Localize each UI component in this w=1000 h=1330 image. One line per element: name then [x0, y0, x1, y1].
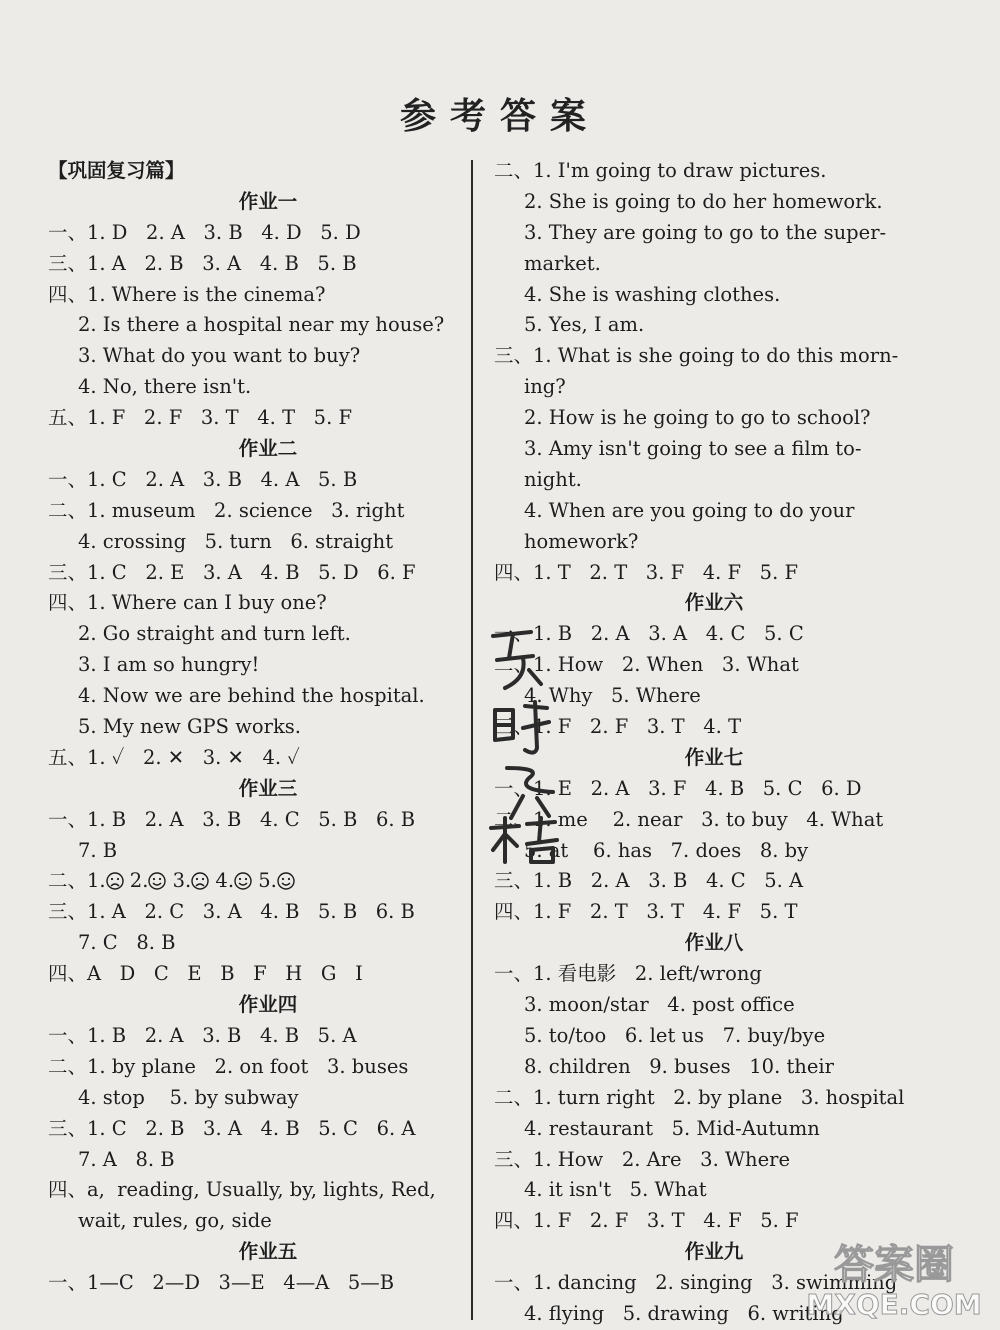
answer-line: 4. No, there isn't.	[78, 375, 252, 399]
section-heading: 作业五	[238, 1240, 298, 1264]
answer-line: 二、1. I'm going to draw pictures.	[494, 159, 827, 182]
answer-line: 三、1. F 2. F 3. T 4. T	[494, 715, 742, 739]
answer-line: 7. C 8. B	[78, 931, 176, 955]
face-number: 3.	[166, 869, 192, 893]
answer-line: 四、1. F 2. T 3. T 4. F 5. T	[494, 900, 798, 924]
answer-line: 三、1. A 2. C 3. A 4. B 5. B 6. B	[48, 900, 415, 924]
answer-line: 四、a, reading, Usually, by, lights, Red,	[48, 1178, 436, 1202]
svg-text:答案圈: 答案圈	[834, 1242, 954, 1288]
page-title: 参考答案	[399, 95, 600, 137]
section-heading: 作业九	[684, 1240, 744, 1264]
answer-line: 5. at 6. has 7. does 8. by	[524, 838, 809, 862]
answer-line: 五、1. F 2. F 3. T 4. T 5. F	[48, 406, 353, 430]
answer-line: 4. When are you going to do your	[524, 498, 855, 522]
answer-line: 4. She is washing clothes.	[524, 282, 781, 306]
smiley-face-icon	[234, 869, 252, 887]
answer-line: 3. moon/star 4. post office	[524, 993, 795, 1017]
svg-text:MXQE.COM: MXQE.COM	[806, 1288, 982, 1321]
answer-line: 三、1. A 2. B 3. A 4. B 5. B	[48, 251, 357, 275]
part-heading: 【巩固复习篇】	[48, 159, 185, 182]
answer-line: 4. Why 5. Where	[524, 684, 701, 708]
answer-line: 3. They are going to go to the super-	[524, 220, 887, 244]
answer-line: 四、1. Where is the cinema?	[48, 282, 326, 306]
answer-line: 二、1. me 2. near 3. to buy 4. What	[494, 807, 884, 831]
answer-line: 一、1. B 2. A 3. B 4. B 5. A	[48, 1023, 357, 1047]
section-heading: 作业八	[684, 931, 744, 955]
answer-line: 四、1. T 2. T 3. F 4. F 5. F	[494, 560, 799, 584]
answer-line: 7. A 8. B	[78, 1147, 175, 1171]
answer-line: 一、1. B 2. A 3. A 4. C 5. C	[494, 622, 804, 646]
answer-line: 一、1. dancing 2. singing 3. swimming	[494, 1271, 898, 1295]
answer-line: 一、1. C 2. A 3. B 4. A 5. B	[48, 467, 358, 491]
answer-line: 4. crossing 5. turn 6. straight	[78, 529, 394, 553]
answer-line: 5. to/too 6. let us 7. buy/bye	[524, 1023, 826, 1047]
answer-line: 五、1. ✓ 2. ✕ 3. ✕ 4. ✓	[48, 745, 300, 769]
section-heading: 作业七	[684, 745, 744, 769]
face-number: 2.	[123, 869, 149, 893]
answer-line: 一、1. B 2. A 3. B 4. C 5. B 6. B	[48, 807, 416, 831]
sad-face-icon	[191, 869, 209, 887]
section-heading: 作业二	[238, 437, 298, 461]
face-number: 5.	[252, 869, 277, 893]
answer-line: 三、1. How 2. Are 3. Where	[494, 1147, 790, 1171]
answer-line: 四、A D C E B F H G I	[48, 962, 363, 986]
answer-line: 四、1. Where can I buy one?	[48, 591, 327, 615]
answer-line-text: 二、1.	[48, 869, 106, 893]
answer-line: 4. stop 5. by subway	[78, 1085, 299, 1109]
answer-line: homework?	[524, 529, 639, 553]
answer-line: 二、1. museum 2. science 3. right	[48, 498, 405, 522]
answer-line: 4. Now we are behind the hospital.	[78, 684, 425, 708]
section-heading: 作业三	[238, 776, 298, 800]
answer-line: 2. She is going to do her homework.	[524, 189, 883, 213]
answer-line: 4. it isn't 5. What	[524, 1178, 707, 1202]
answer-column-left	[48, 156, 488, 1299]
answer-line: 三、1. B 2. A 3. B 4. C 5. A	[494, 869, 804, 893]
answer-line: 一、1. D 2. A 3. B 4. D 5. D	[48, 220, 361, 244]
answer-line: 2. Is there a hospital near my house?	[78, 313, 445, 337]
answer-line: 一、1. 看电影 2. left/wrong	[494, 962, 762, 986]
answer-line: 二、1. turn right 2. by plane 3. hospital	[494, 1085, 905, 1109]
answer-line: market.	[524, 251, 601, 275]
answer-line: 2. How is he going to go to school?	[524, 406, 871, 430]
answer-line: 2. Go straight and turn left.	[78, 622, 351, 646]
section-heading: 作业六	[684, 591, 744, 615]
section-heading: 作业一	[238, 189, 298, 213]
section-heading: 作业四	[238, 993, 298, 1017]
column-divider	[471, 160, 473, 1320]
answer-line: 3. Amy isn't going to see a film to-	[524, 437, 862, 461]
answer-line: 4. restaurant 5. Mid-Autumn	[524, 1116, 820, 1140]
answer-line: night.	[524, 467, 582, 491]
answer-line: 5. My new GPS works.	[78, 715, 302, 739]
answer-line: 三、1. C 2. E 3. A 4. B 5. D 6. F	[48, 560, 416, 584]
answer-line: 二、1. by plane 2. on foot 3. buses	[48, 1054, 409, 1078]
answer-line: wait, rules, go, side	[78, 1209, 272, 1233]
answer-line: 三、1. What is she going to do this morn-	[494, 344, 899, 368]
face-number: 4.	[209, 869, 235, 893]
answer-line: 4. flying 5. drawing 6. writing	[524, 1301, 844, 1325]
answer-line: ing?	[524, 375, 566, 399]
answer-line: 5. Yes, I am.	[524, 313, 645, 337]
answer-line: 四、1. F 2. F 3. T 4. F 5. F	[494, 1209, 799, 1233]
answer-line: 一、1—C 2—D 3—E 4—A 5—B	[48, 1271, 395, 1295]
answer-line: 8. children 9. buses 10. their	[524, 1054, 834, 1078]
answer-line: 二、1. How 2. When 3. What	[494, 653, 799, 677]
answer-column-right	[494, 156, 934, 1330]
answer-line-faces	[48, 866, 488, 897]
answer-line: 3. I am so hungry!	[78, 653, 260, 677]
sad-face-icon	[106, 869, 124, 887]
answer-line: 3. What do you want to buy?	[78, 344, 361, 368]
answer-line: 三、1. C 2. B 3. A 4. B 5. C 6. A	[48, 1116, 416, 1140]
answer-line: 一、1. E 2. A 3. F 4. B 5. C 6. D	[494, 776, 862, 800]
smiley-face-icon	[277, 869, 295, 887]
answer-line: 7. B	[78, 838, 118, 862]
smiley-face-icon	[148, 869, 166, 887]
